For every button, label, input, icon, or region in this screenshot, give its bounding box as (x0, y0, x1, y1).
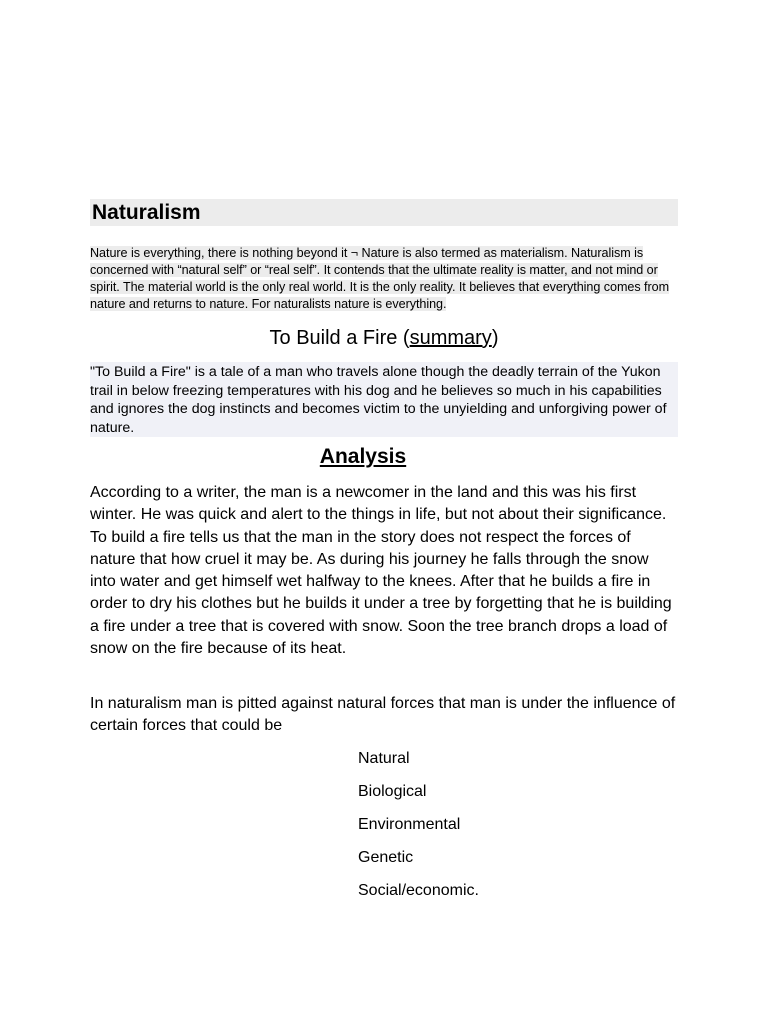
title-suffix: ) (491, 327, 499, 349)
list-item: Environmental (358, 816, 461, 833)
naturalism-paragraph (90, 245, 680, 313)
analysis-heading: Analysis (319, 445, 407, 468)
analysis-paragraph-2: In naturalism man is pitted against natural forces that man is under the influence of certain forces that could be (90, 695, 676, 735)
title-prefix: To Build a Fire ( (269, 327, 410, 349)
analysis-paragraph-1: According to a writer, the man is a newcomer in the land and this was his first winter. He was quick and alert to the things in life, but not about their significance. To build a fire tells us that the man in the story does not respect the forces of nature that how cruel it may be. As during his journey he falls through the snow into water and get himself wet halfway to the knees. After that he builds a fire in order to dry his clothes but he builds it under a tree by forgetting that he is building a fire under a tree that is covered with snow. Soon the tree branch drops a load of snow on the fire because of its heat. (90, 484, 672, 658)
summary-paragraph: "To Build a Fire" is a tale of a man who travels alone though the deadly terrain of the Yukon trail in below freezing temperatures with his dog and he believes so much in his capabilities and ignores the dog instincts and becomes victim to the unyielding and unforgiving power of nature. (90, 362, 678, 437)
to-build-a-fire-title (90, 324, 678, 352)
naturalism-paragraph-text: Nature is everything, there is nothing beyond it ¬ Nature is also termed as materialism. Naturalism is concerned with “natural self” or “real self”. It contends that the ultimate reality is matter, and not mind or spirit. The material world is the only real world. It is the only reality. It believes that everything comes from nature and returns to nature. For naturalists nature is everything. (90, 246, 670, 311)
naturalism-heading: Naturalism (90, 199, 678, 226)
list-item: Social/economic. (358, 882, 479, 899)
list-item: Genetic (358, 849, 414, 866)
forces-list (358, 748, 479, 913)
list-item: Biological (358, 783, 427, 800)
list-item: Natural (358, 750, 410, 767)
summary-link[interactable]: summary (409, 327, 492, 349)
